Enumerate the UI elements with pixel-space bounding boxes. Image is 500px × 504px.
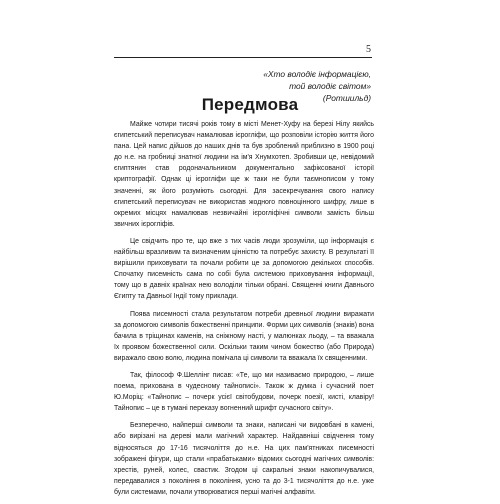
paragraph: Так, філософ Ф.Шеллінг писав: «Те, що ми називаємо природою, – лише поема, прихована в чудесному тайнописі». Також ж думка і сучасний поет Ю.Моріц: «Тайнопис – почерк усієї світобудови, почерк поезії, кисті, клавіру! Тайнопис – це в тумані переказу вогненний шрифт сучасного світу». [114, 371, 374, 413]
epigraph-line-2: той володіє світом» [289, 81, 371, 91]
paragraph: Безперечно, найперші символи та знаки, написані чи видовбані в камені, або вирізані на дереві мали магічний характер. Найдавніші свідчення тому відносяться до 17-16 тисячоліття до н.е. На цих пам'ятниках писемності зображені фігури, що стали «прабатьками» відомих сьогодні магічних символів: хрестів, руней, колес, свастик. Згодом ці сакральні знаки накопичувалися, передавалися з покоління в покоління, усно та до 3-1 тисячоліття до н.е. уже були системами, почали утворюватися перші магічні алфавіти. [114, 422, 374, 496]
page-title: Передмова [201, 95, 299, 114]
page-number: 5 [366, 44, 371, 55]
paragraph: Це свідчить про те, що вже з тих часів люди зрозуміли, що інформація є найбільш вразливим та визначеним цінністю та потребує захисту. В результаті її вирішили приховувати та почали робити це за допомогою декількох способів. Спочатку писемність сама по собі була системою приховування інформації, тому що в давніх країнах нею володіли тільки обрані. Священні книги Давнього Єгипту та Давньої Індії тому приклади. [114, 237, 374, 301]
epigraph-line-1: «Хто володіє інформацією, [263, 69, 371, 79]
header-rule [114, 57, 372, 58]
epigraph-attribution: (Ротшильд) [322, 93, 371, 103]
paragraph: Майже чотири тисячі років тому в місті Менет-Хуфу на березі Нілу якийсь єгипетський переписувач намалював ієрогліфи, що розповіли історію життя його пана. Цей напис дійшов до наших днів та був зроблений приблизно в 1900 році до н.е. на гробниці знатної людини на ім'я Хнумхотеп. Зробивши це, невідомий єгиптянин став родоначальником документально зафіксованої історії криптографії. Однак ці ієрогліфи ще ж таки не були таємнописом у тому значенні, як його розуміють сьогодні. Для засекречування свого напису єгипетський переписувач не використав жодного повноцінного шифру, лише в окремих місцях намалював незвичайні ієрогліфічні символи замість більш звичних ієрогліфів. [114, 121, 374, 228]
paragraph: Поява писемності стала результатом потреби древньої людини виражати за допомогою символів божественні принципи. Форми цих символів (знаків) вона бачила в тріщинах каменів, на сніжному насті, у малюнках льоду, – та вважала їх проявом божественної сили. Оскільки таким чином божество (або Природа) виражало свою волю, людина помічала ці символи та вважала їх священними. [114, 310, 374, 362]
body-text [114, 119, 374, 504]
